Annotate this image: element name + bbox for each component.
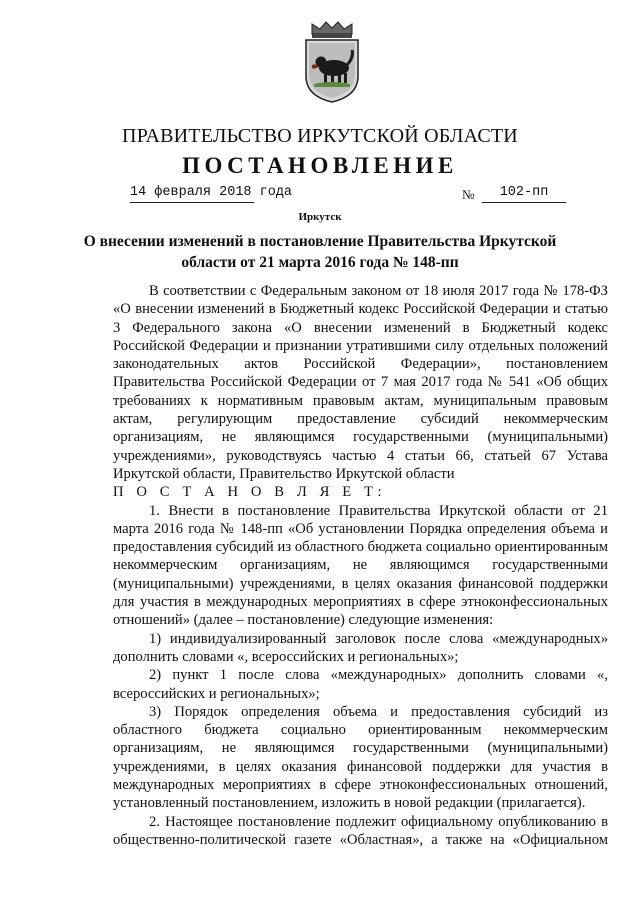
subitem-1-paragraph: 1) индивидуализированный заголовок после слова «международных» дополнить словами «, всероссийских и региональных»;	[113, 630, 608, 665]
government-title: ПРАВИТЕЛЬСТВО ИРКУТСКОЙ ОБЛАСТИ	[122, 125, 518, 147]
city-name: Иркутск	[298, 211, 342, 223]
preamble-paragraph: В соответствии с Федеральным законом от 18 июля 2017 года № 178-ФЗ «О внесении изменений в Бюджетный кодекс Российской Федерации и статью 3 Федерального закона «О внесении изменений в Бюджетный кодекс Российской Федерации и признании утратившими силу отдельных положений законодательных актов Российской Федерации», постановлением Правительства Российской Федерации от 7 мая 2017 года № 541 «Об общих требованиях к нормативным правовым актам, муниципальным правовым актам, регулирующим предоставление субсидий некоммерческим организациям, не являющимся государственными (муниципальными) учреждениями», руководствуясь частью 4 статьи 66, статьей 67 Устава Иркутской области, Правительство Иркутской области	[113, 283, 608, 482]
decree-word: П О С Т А Н О В Л Я Е Т:	[113, 484, 387, 501]
document-heading: О внесении изменений в постановление Правительства Иркутской области от 21 марта 2016 года № 148-пп	[83, 233, 557, 271]
decree-number: 102-пп	[482, 184, 566, 203]
subitem-3-paragraph: 3) Порядок определения объема и предоставления субсидий из областного бюджета социально ориентированным некоммерческим организациям, не являющимся государственными (муниципальными) учреждениями, в целях оказания финансовой поддержки для участия в международных мероприятиях в сфере этноконфессиональных отношений, установленный постановлением, изложить в новой редакции (прилагается).	[113, 703, 608, 812]
document-body	[113, 282, 608, 849]
number-label: №	[462, 187, 475, 202]
item-1-paragraph: 1. Внести в постановление Правительства Иркутской области от 21 марта 2016 года № 148-пп «Об установлении Порядка определения объема и предоставления субсидий из областного бюджета социально ориентированным некоммерческим организациям, не являющимся государственными (муниципальными) учреждениями, в целях оказания финансовой поддержки для участия в международных мероприятиях в сфере этноконфессиональных отношений» (далее – постановление) следующие изменения:	[113, 502, 608, 629]
document-type: ПОСТАНОВЛЕНИЕ	[182, 153, 458, 178]
decree-date: 14 февраля 2018 года	[130, 184, 254, 203]
item-2-paragraph: 2. Настоящее постановление подлежит официальному опубликованию в общественно-политической газете «Областная», а также на «Официальном	[113, 813, 608, 848]
coat-of-arms-icon	[300, 20, 364, 104]
subitem-2-paragraph: 2) пункт 1 после слова «международных» дополнить словами «, всероссийских и региональных»;	[113, 667, 608, 702]
coat-of-arms-emblem	[300, 20, 364, 104]
